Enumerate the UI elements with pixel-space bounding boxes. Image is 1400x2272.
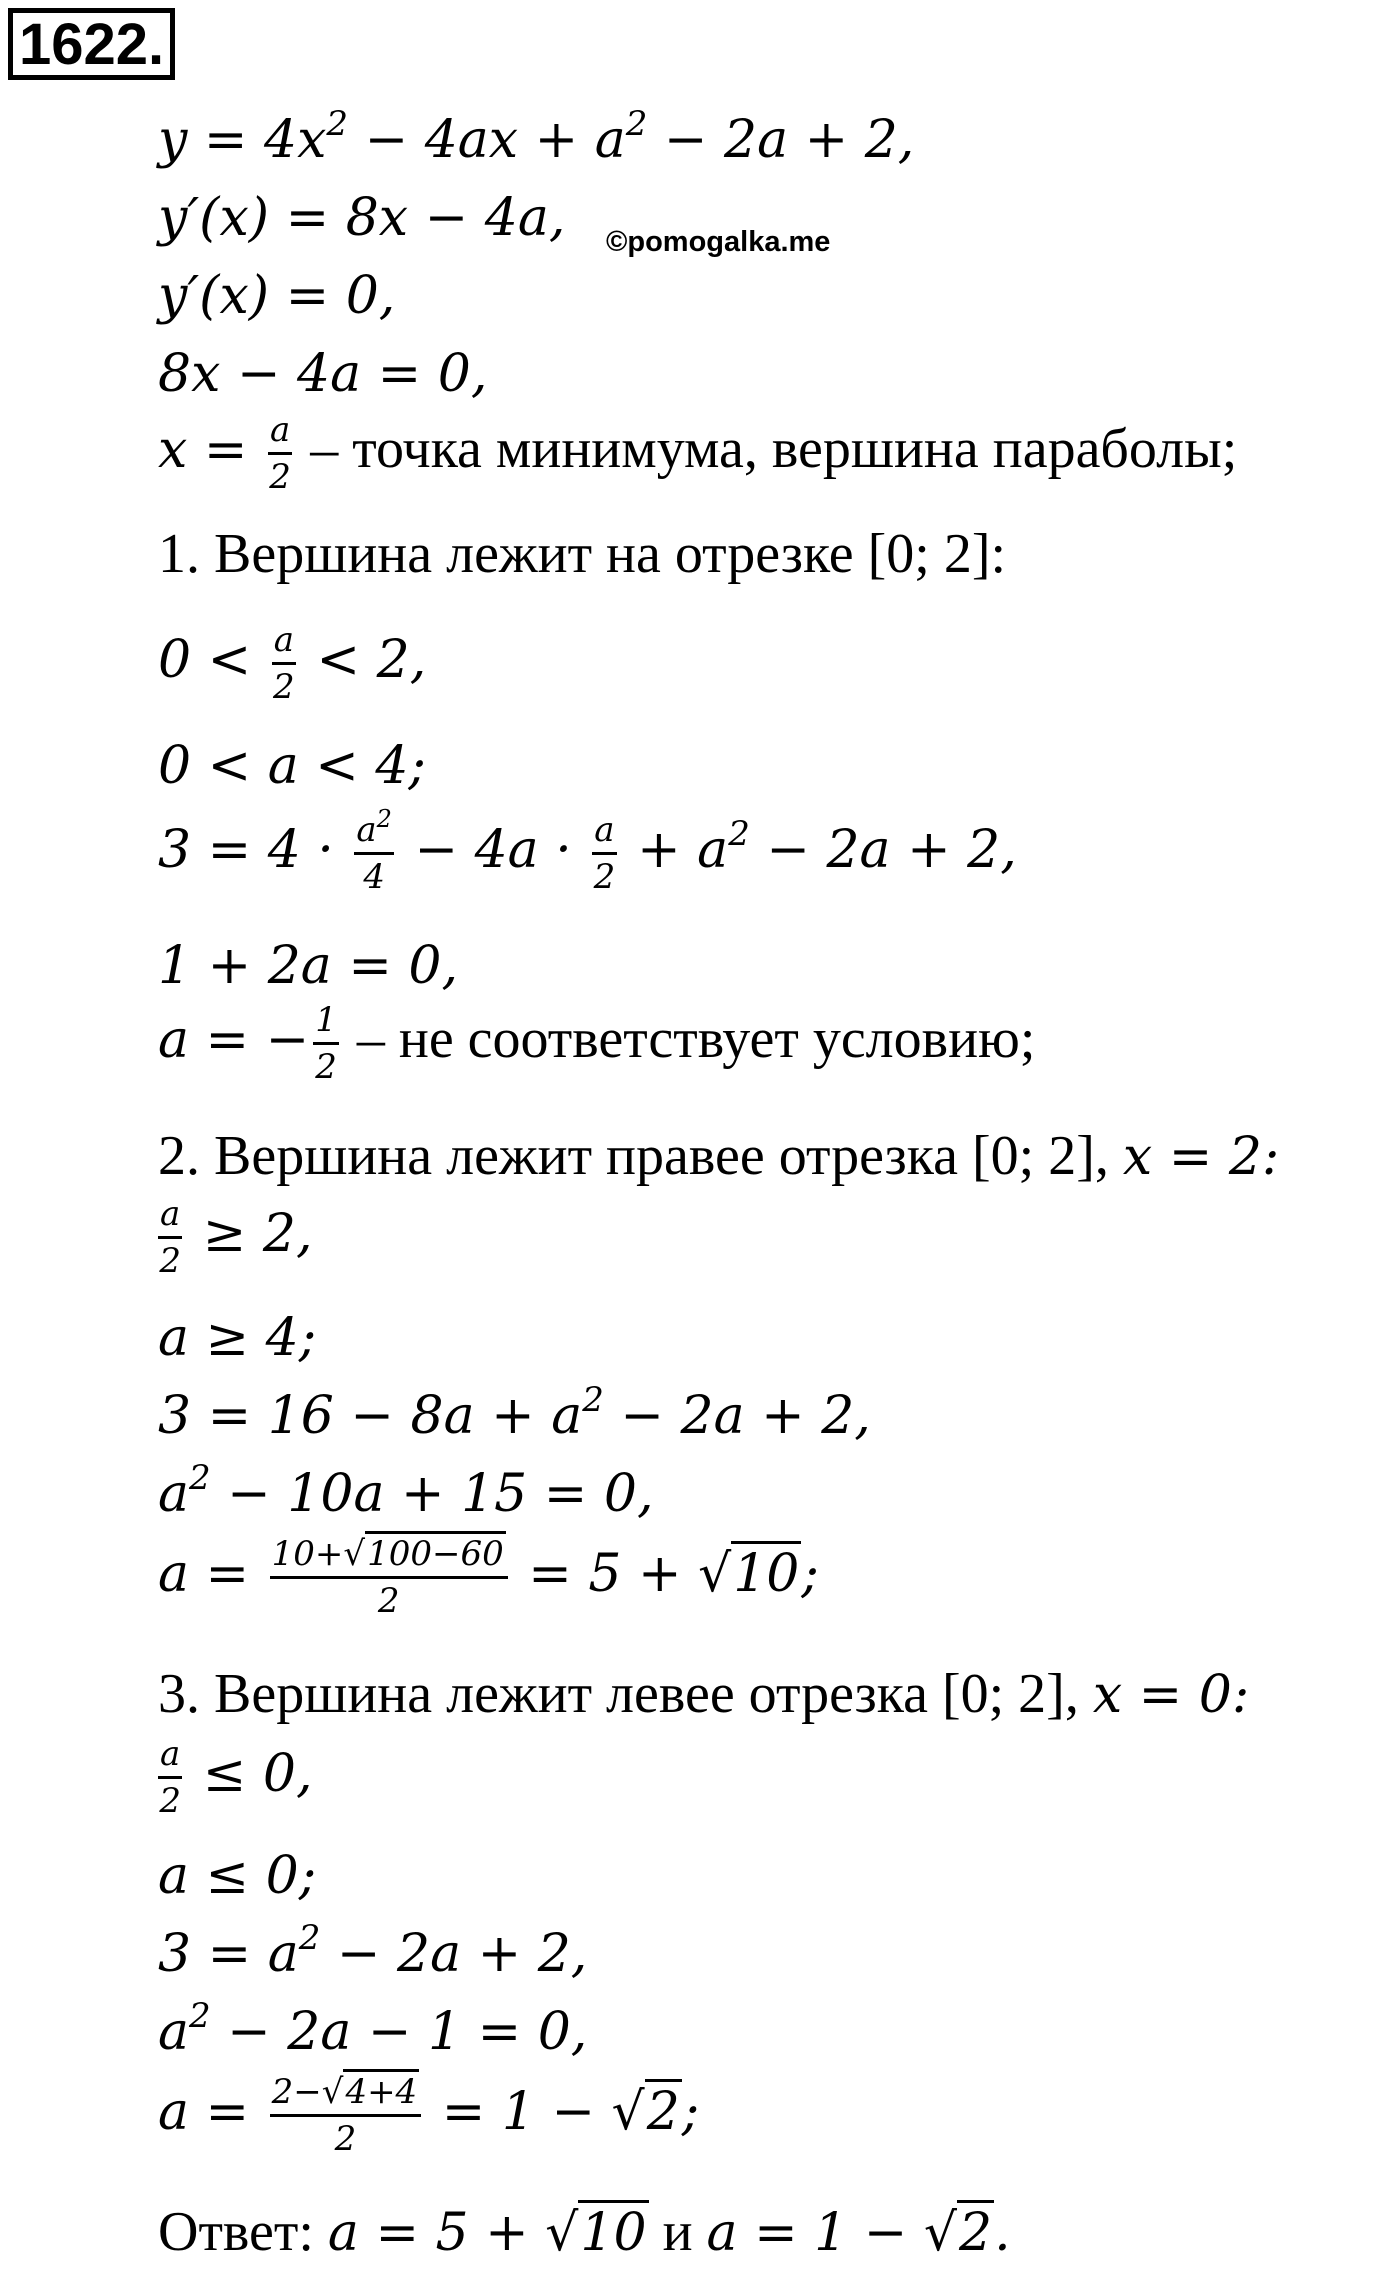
answer-radicand-1: 10 — [578, 2200, 648, 2263]
answer-label: Ответ: — [158, 2201, 328, 2263]
frac-num: a — [268, 410, 292, 455]
ineq-post: < 2, — [300, 630, 427, 690]
eq-function: $y = 4x^2 - 4ax + a^2 - 2a + 2$, — [158, 104, 915, 170]
watermark: ©pomogalka.me — [606, 226, 831, 258]
frac-num-root: 4+4 — [343, 2069, 419, 2112]
eq-derivative-zero: y′(x) = 0, — [158, 266, 396, 326]
answer-root-1: a = 5 + √ — [327, 2203, 579, 2263]
ineq-post: ≥ 2, — [186, 1204, 313, 1264]
answer-root-2: a = 1 − √ — [706, 2203, 958, 2263]
subst-mid: − 4a · — [397, 820, 589, 880]
problem-number: 1622. — [8, 8, 175, 80]
case-2-ineq — [158, 1194, 313, 1281]
ineq-fraction — [158, 1734, 182, 1821]
answer-and: и — [648, 2201, 707, 2263]
ineq-pre: 0 < — [158, 630, 268, 690]
case-3-heading — [158, 1662, 1249, 1727]
subst-pre: 3 = 4 · — [158, 820, 351, 880]
frac-num: 1 — [313, 1000, 339, 1045]
case-1-range: 0 < a < 4; — [158, 736, 426, 796]
frac-den: 4 — [363, 857, 385, 897]
result-text: – не соответствует условию; — [342, 1008, 1036, 1070]
case-1-ineq — [158, 620, 426, 707]
frac-num: a — [158, 1734, 182, 1779]
case-1-substitution — [158, 805, 1017, 897]
ineq-post: ≤ 0, — [186, 1744, 313, 1804]
result-fraction — [313, 1000, 339, 1087]
frac-den: 2 — [334, 2119, 357, 2159]
frac-den: 2 — [273, 667, 295, 707]
eq-vertex — [158, 410, 1237, 497]
case-1-result — [158, 1000, 1035, 1087]
frac-den: 2 — [269, 457, 291, 497]
root-post-radicand: 10 — [731, 1541, 801, 1604]
case-3-math: x = 0: — [1092, 1665, 1250, 1725]
subst-fraction-1 — [354, 805, 394, 897]
frac-den: 2 — [159, 1781, 181, 1821]
subst-post: + $a^2 - 2a + 2$, — [620, 814, 1017, 880]
vertex-fraction — [268, 410, 292, 497]
case-3-substitution: $3 = a^2 - 2a + 2$, — [158, 1918, 588, 1984]
case-2-range: a ≥ 4; — [158, 1308, 317, 1368]
case-3-root — [158, 2072, 699, 2159]
frac-den: 2 — [593, 857, 616, 897]
frac-num: 10+√100−60 — [270, 1534, 508, 1579]
subst-fraction-2 — [592, 810, 616, 897]
frac-num: 2−√4+4 — [270, 2072, 422, 2117]
root-post-radicand: 2 — [645, 2079, 682, 2142]
root-post-b: ; — [801, 1544, 819, 1604]
root-post-a: = 5 + √ — [511, 1544, 732, 1604]
case-2-substitution: $3 = 16 - 8a + a^2 - 2a + 2$, — [158, 1380, 871, 1446]
case-1-linear: 1 + 2a = 0, — [158, 936, 459, 996]
case-2-math: x = 2: — [1122, 1127, 1280, 1187]
case-3-ineq — [158, 1734, 313, 1821]
root-fraction — [270, 2072, 422, 2159]
frac-den: 2 — [315, 1047, 337, 1087]
answer-end: . — [994, 2203, 1011, 2263]
frac-den: 2 — [159, 1241, 181, 1281]
answer-line — [158, 2200, 1011, 2265]
vertex-text: – точка минимума, вершина параболы; — [296, 418, 1238, 480]
case-2-quadratic: $a^2 - 10a + 15 = 0$, — [158, 1458, 654, 1524]
frac-num: a — [158, 1194, 182, 1239]
frac-num-a: 10+ — [271, 1534, 344, 1574]
eq-linear: 8x − 4a = 0, — [158, 344, 488, 404]
case-3-quadratic: $a^2 - 2a - 1 = 0$, — [158, 1996, 588, 2062]
root-fraction — [270, 1534, 508, 1621]
frac-num-root: 100−60 — [365, 1531, 506, 1574]
frac-den: 2 — [377, 1581, 400, 1621]
frac-num: a — [592, 810, 616, 855]
case-2-text: 2. Вершина лежит правее отрезка [0; 2], — [158, 1125, 1123, 1187]
ineq-fraction — [158, 1194, 182, 1281]
root-pre: a = — [158, 1544, 266, 1604]
frac-num: a — [272, 620, 296, 665]
case-3-text: 3. Вершина лежит левее отрезка [0; 2], — [158, 1663, 1093, 1725]
case-3-range: a ≤ 0; — [158, 1846, 317, 1906]
vertex-pre: x = — [158, 420, 264, 480]
root-post-b: ; — [681, 2082, 700, 2142]
frac-num: $a^2$ — [354, 810, 394, 855]
ineq-fraction — [272, 620, 296, 707]
case-2-heading — [158, 1124, 1279, 1189]
answer-radicand-2: 2 — [957, 2200, 994, 2263]
eq-derivative: y′(x) = 8x − 4a, — [158, 188, 566, 248]
result-pre: a = − — [158, 1010, 310, 1070]
root-pre: a = — [158, 2082, 266, 2142]
frac-num-a: 2− — [271, 2072, 322, 2112]
case-1-heading: 1. Вершина лежит на отрезке [0; 2]: — [158, 523, 1007, 585]
case-2-root — [158, 1534, 819, 1621]
root-post-a: = 1 − √ — [425, 2082, 645, 2142]
